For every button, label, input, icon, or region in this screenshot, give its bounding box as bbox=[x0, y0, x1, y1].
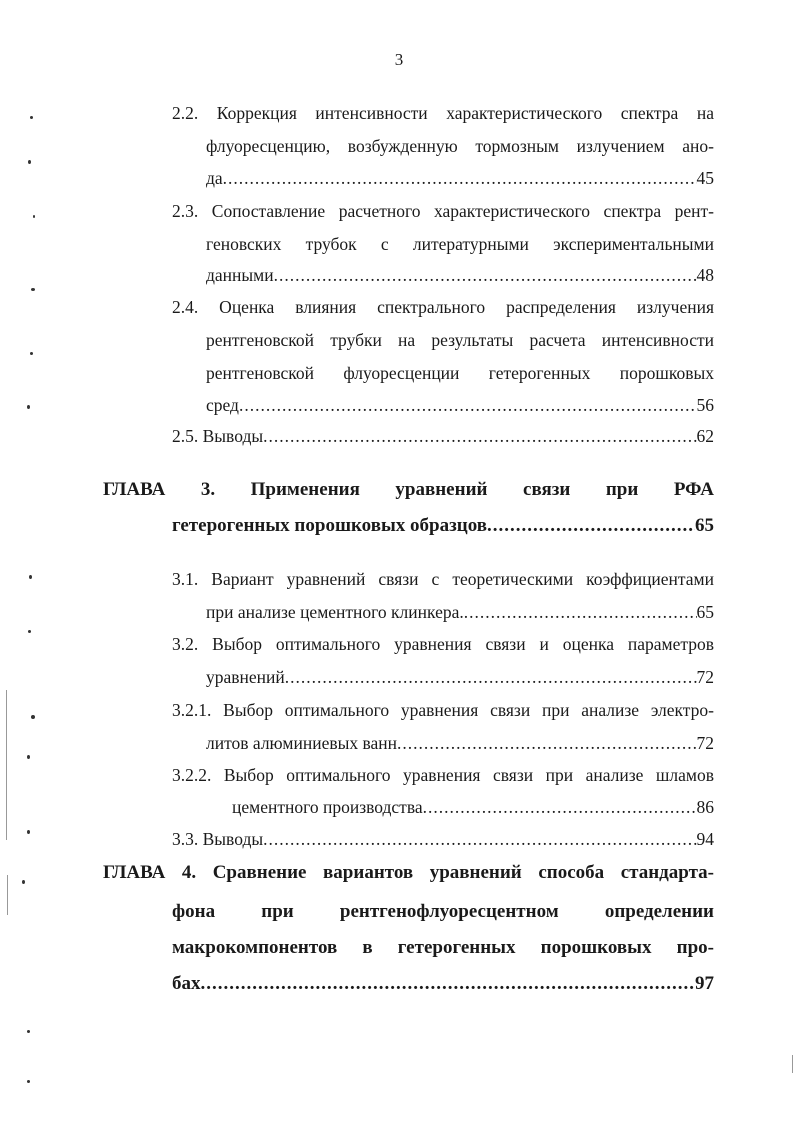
scan-speck bbox=[33, 215, 35, 218]
toc-entry-2-2-line-3[interactable] bbox=[206, 167, 714, 189]
toc-page-number: 72 bbox=[696, 667, 714, 687]
toc-entry-text: уравнений bbox=[206, 667, 285, 687]
toc-entry-2-5[interactable] bbox=[172, 425, 714, 447]
toc-entry-text: да bbox=[206, 168, 223, 188]
toc-entry-2-2-line-1: 2.2. Коррекция интенсивности характеристического спектра на bbox=[172, 103, 714, 123]
scan-speck bbox=[30, 352, 33, 355]
toc-entry-text: бах bbox=[172, 973, 201, 994]
toc-page-number: 48 bbox=[696, 265, 714, 285]
toc-entry-2-4-line-2: рентгеновской трубки на результаты расчета интенсивности bbox=[206, 330, 714, 350]
toc-entry-2-4-line-3: рентгеновской флуоресценции гетерогенных порошковых bbox=[206, 363, 714, 383]
scan-speck bbox=[28, 630, 31, 633]
dot-leader bbox=[201, 973, 696, 995]
toc-entry-3-1-line-2[interactable] bbox=[206, 601, 714, 623]
chapter-4-heading-line-4[interactable] bbox=[172, 973, 714, 995]
toc-entry-3-3[interactable] bbox=[172, 828, 714, 850]
chapter-4-heading-line-2: фона при рентгенофлуоресцентном определении bbox=[172, 901, 714, 922]
toc-entry-3-2-1-line-1: 3.2.1. Выбор оптимального уравнения связи при анализе электро- bbox=[172, 700, 714, 720]
dot-leader bbox=[274, 264, 697, 286]
toc-page-number: 65 bbox=[695, 515, 714, 536]
toc-entry-2-3-line-1: 2.3. Сопоставление расчетного характеристического спектра рент- bbox=[172, 201, 714, 221]
scan-speck bbox=[28, 160, 31, 164]
toc-entry-3-1-line-1: 3.1. Вариант уравнений связи с теоретическими коэффициентами bbox=[172, 569, 714, 589]
toc-page-number: 94 bbox=[696, 829, 714, 849]
dot-leader bbox=[487, 515, 695, 537]
dot-leader bbox=[263, 425, 696, 447]
scan-speck bbox=[27, 1030, 30, 1033]
toc-entry-text: гетерогенных порошковых образцов bbox=[172, 515, 487, 536]
toc-page-number: 65 bbox=[696, 602, 714, 622]
scan-speck bbox=[27, 830, 30, 834]
scan-speck bbox=[29, 575, 32, 579]
toc-entry-3-2-2-line-1: 3.2.2. Выбор оптимального уравнения связи при анализе шламов bbox=[172, 765, 714, 785]
scan-speck bbox=[31, 715, 35, 719]
toc-entry-2-4-line-4[interactable] bbox=[206, 394, 714, 416]
toc-entry-2-3-line-2: геновских трубок с литературными экспериментальными bbox=[206, 234, 714, 254]
scan-line bbox=[7, 875, 8, 915]
scan-line bbox=[792, 1055, 793, 1073]
dot-leader bbox=[285, 666, 697, 688]
chapter-4-heading-line-1: ГЛАВА 4. Сравнение вариантов уравнений способа стандарта- bbox=[103, 862, 714, 883]
toc-entry-text: литов алюминиевых ванн bbox=[206, 733, 398, 753]
dot-leader bbox=[263, 828, 696, 850]
chapter-3-heading-line-1: ГЛАВА 3. Применения уравнений связи при РФА bbox=[103, 479, 714, 500]
toc-entry-text: 3.3. Выводы bbox=[172, 829, 264, 849]
toc-entry-text: цементного производства bbox=[232, 797, 423, 817]
toc-entry-2-3-line-3[interactable] bbox=[206, 264, 714, 286]
toc-entry-3-2-line-2[interactable] bbox=[206, 666, 714, 688]
scan-speck bbox=[27, 1080, 30, 1083]
toc-entry-text: сред bbox=[206, 395, 239, 415]
toc-page-number: 56 bbox=[696, 395, 714, 415]
dot-leader bbox=[464, 601, 697, 623]
dot-leader bbox=[397, 732, 696, 754]
page-number: 3 bbox=[394, 50, 404, 69]
scan-speck bbox=[30, 116, 33, 119]
dot-leader bbox=[239, 394, 697, 416]
toc-page-number: 72 bbox=[696, 733, 714, 753]
toc-entry-text: при анализе цементного клинкера. bbox=[206, 602, 464, 622]
dot-leader bbox=[423, 796, 697, 818]
scan-speck bbox=[27, 755, 30, 759]
scan-speck bbox=[22, 880, 25, 884]
chapter-3-heading-line-2[interactable] bbox=[172, 515, 714, 537]
toc-entry-text: 2.5. Выводы bbox=[172, 426, 264, 446]
toc-page-number: 86 bbox=[696, 797, 714, 817]
toc-page-number: 45 bbox=[696, 168, 714, 188]
toc-entry-text: данными bbox=[206, 265, 274, 285]
toc-entry-3-2-1-line-2[interactable] bbox=[206, 732, 714, 754]
scan-speck bbox=[31, 288, 35, 291]
dot-leader bbox=[223, 167, 697, 189]
toc-page-number: 97 bbox=[695, 973, 714, 994]
scan-line bbox=[6, 690, 7, 840]
toc-entry-3-2-line-1: 3.2. Выбор оптимального уравнения связи и оценка параметров bbox=[172, 634, 714, 654]
toc-entry-3-2-2-line-2[interactable] bbox=[232, 796, 714, 818]
chapter-4-heading-line-3: макрокомпонентов в гетерогенных порошковых про- bbox=[172, 937, 714, 958]
toc-entry-2-2-line-2: флуоресценцию, возбужденную тормозным излучением ано- bbox=[206, 136, 714, 156]
toc-page-number: 62 bbox=[696, 426, 714, 446]
scan-speck bbox=[27, 405, 30, 409]
toc-entry-2-4-line-1: 2.4. Оценка влияния спектрального распределения излучения bbox=[172, 297, 714, 317]
